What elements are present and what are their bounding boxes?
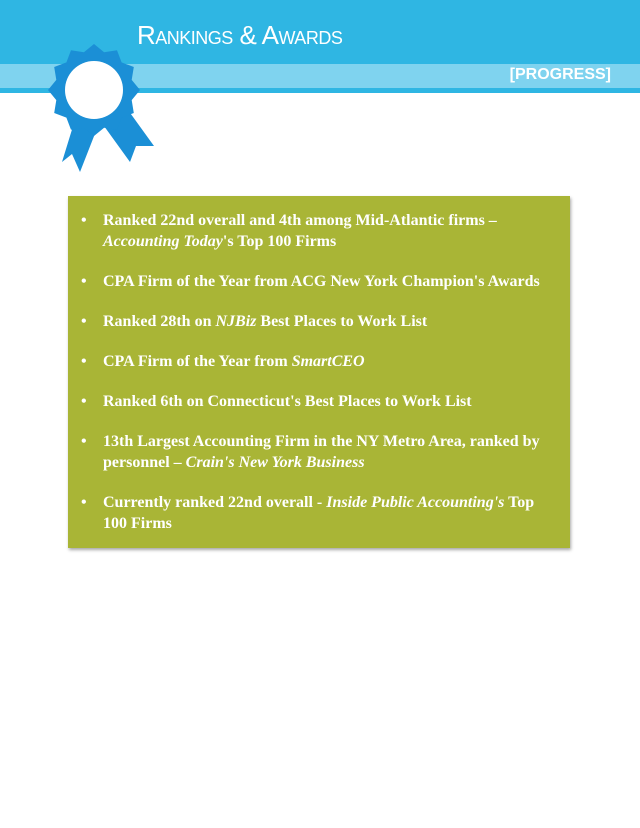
bullet: • [81,313,87,330]
award-text-end: Top 100 Firms [103,494,535,532]
award-text-end: Best Places to Work List [256,313,428,330]
section-tag: [PROGRESS] [509,66,611,83]
award-publication: Accounting Today [103,233,223,250]
award-publication: SmartCEO [291,353,365,370]
award-text: Ranked 6th on Connecticut's Best Places to Work List [103,393,472,410]
award-item [81,351,558,372]
award-item [81,210,558,252]
bullet: • [81,393,87,410]
bullet: • [81,353,87,370]
award-item [81,492,558,534]
award-text: Currently ranked 22nd overall - [103,494,327,511]
bullet: • [81,212,87,229]
bullet: • [81,494,87,511]
award-text: CPA Firm of the Year from [103,353,292,370]
award-publication: Inside Public Accounting's [326,494,505,511]
bullet: • [81,433,87,450]
award-publication: Crain's New York Business [185,454,365,471]
award-publication: NJBiz [215,313,257,330]
award-item [81,271,558,292]
award-text-end: 's Top 100 Firms [222,233,337,250]
award-item [81,311,558,332]
award-item [81,431,558,473]
awards-panel [68,196,570,548]
award-text: Ranked 22nd overall and 4th among Mid-Atlantic firms – [103,212,497,229]
award-text: CPA Firm of the Year from ACG New York Champion's Awards [103,273,540,290]
award-ribbon-icon [32,34,158,176]
page-title: Rankings & Awards [137,20,343,50]
award-text: 13th Largest Accounting Firm in the NY Metro Area, ranked by personnel – [103,433,540,471]
award-text: Ranked 28th on [103,313,216,330]
bullet: • [81,273,87,290]
awards-list [68,196,570,534]
award-item [81,391,558,412]
